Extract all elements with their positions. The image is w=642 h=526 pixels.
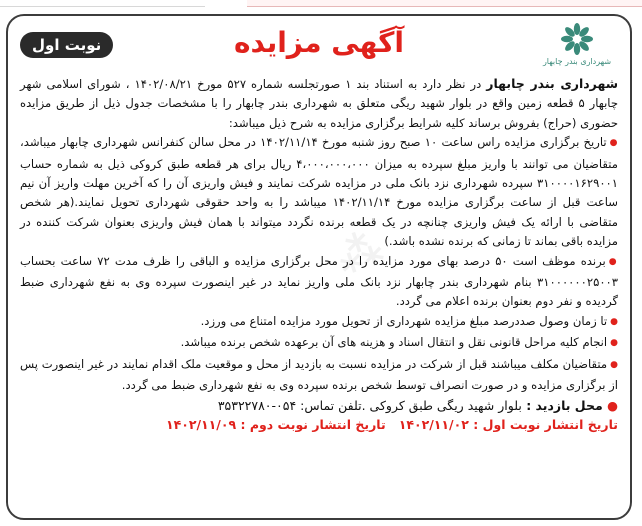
condition-item: ● تا زمان وصول صددرصد مبلغ مزایده شهرداری از تحویل مورد مزایده امتناع می ورزد.: [20, 312, 618, 333]
notice-header: [8, 16, 630, 74]
condition-item: ● تاریخ برگزاری مزایده راس ساعت ۱۰ صبح روز شنبه مورخ ۱۴۰۲/۱۱/۱۴ در محل سالن کنفرانس شهرداری چابهار میباشد، متقاضیان می توانند با واریز مبلغ سپرده به میزان ۴،۰۰۰،۰۰۰،۰۰۰ ریال برای هر قطعه طبق کروکی ذیل به شماره حساب ۳۱۰۰۰۰۱۶۲۹۰۰۱ سپرده شهرداری نزد بانک ملی در مزایده شرکت نمایند و فیش واریزی آن را که آخرین مهلت واریز آن نیم ساعت قبل از ساعت برگزاری مزایده مورخ ۱۴۰۲/۱۱/۱۴ میباشد را به واحد حقوقی شهرداری تحویل نمایند.(هر شخص متقاضی با ارائه یک فیش واریزی چنانچه در یک قطعه برنده نگردد میتواند با همان فیش واریزی بعنوان شرکت کننده در مزایده باقی بماند تا زمانی که برنده نشده باشد.): [20, 133, 618, 251]
intro-text: در نظر دارد به استناد بند ۱ صورتجلسه شماره ۵۲۷ مورخ ۱۴۰۲/۰۸/۲۱ ، شورای اسلامی شهر چابهار ۵ قطعه زمین واقع در بلوار شهید ریگی متعلق به شهرداری بندر چابهار را با مشخصات جدول ذیل از طریق مزایده حضوری (حراج) بفروش برساند کلیه شرایط برگزاری مزایده به شرح ذیل میباشد:: [20, 77, 619, 130]
publication-line: [20, 415, 618, 434]
flower-logo-icon: [559, 22, 595, 56]
top-strip-left: [0, 0, 205, 7]
logo-caption: شهرداری بندر چابهار: [542, 57, 612, 66]
second-pub-value: ۱۴۰۲/۱۱/۰۹: [165, 416, 237, 432]
notice-body: [8, 74, 630, 396]
visit-value: بلوار شهید ریگی طبق کروکی .تلفن تماس: ۰۵۴-۳۵۳۲۲۷۸۰: [217, 397, 522, 413]
visit-label: محل بازدید :: [526, 397, 603, 413]
watermark: ⁂: [330, 222, 390, 285]
top-strip-right: [247, 0, 642, 7]
municipality-logo: [538, 22, 616, 70]
condition-item: ● برنده موظف است ۵۰ درصد بهای مورد مزایده را در محل برگزاری مزایده و الباقی را ظرف مدت ۷۲ ساعت بحساب ۳۱۰۰۰۰۰۰۲۵۰۰۳ بنام شهرداری بندر چابهار نزد بانک ملی واریز نماید در غیر اینصورت سپرده وی به نفع شهرداری ضبط گردیده و نفر دوم بعنوان برنده اعلام می گردد.: [20, 252, 618, 312]
notice-title: آگهی مزایده: [233, 26, 404, 59]
top-strip: [0, 0, 642, 8]
notice-footer: [8, 396, 630, 434]
intro-paragraph: [20, 74, 618, 133]
round-badge: نوبت اول: [20, 32, 113, 58]
first-pub-label: تاریخ انتشار نوبت اول :: [473, 416, 618, 432]
condition-item: ● متقاضیان مکلف میباشند قبل از شرکت در مزایده نسبت به بازدید از محل و موقعیت ملک اقدام نمایند در غیر اینصورت پس از برگزاری مزایده و در صورت انصراف توسط شخص برنده سپرده وی به نفع شهرداری ضبط می گردد.: [20, 355, 618, 396]
notice-frame: [6, 14, 632, 520]
visit-line: [20, 396, 618, 415]
second-pub-label: تاریخ انتشار نوبت دوم :: [240, 416, 386, 432]
condition-item: ● انجام کلیه مراحل قانونی نقل و انتقال اسناد و هزینه های آن برعهده شخص برنده میباشد.: [20, 333, 618, 354]
org-name: شهرداری بندر چابهار: [486, 76, 618, 91]
bullet-icon: ●: [607, 397, 618, 413]
first-pub-value: ۱۴۰۲/۱۱/۰۲: [398, 416, 469, 432]
